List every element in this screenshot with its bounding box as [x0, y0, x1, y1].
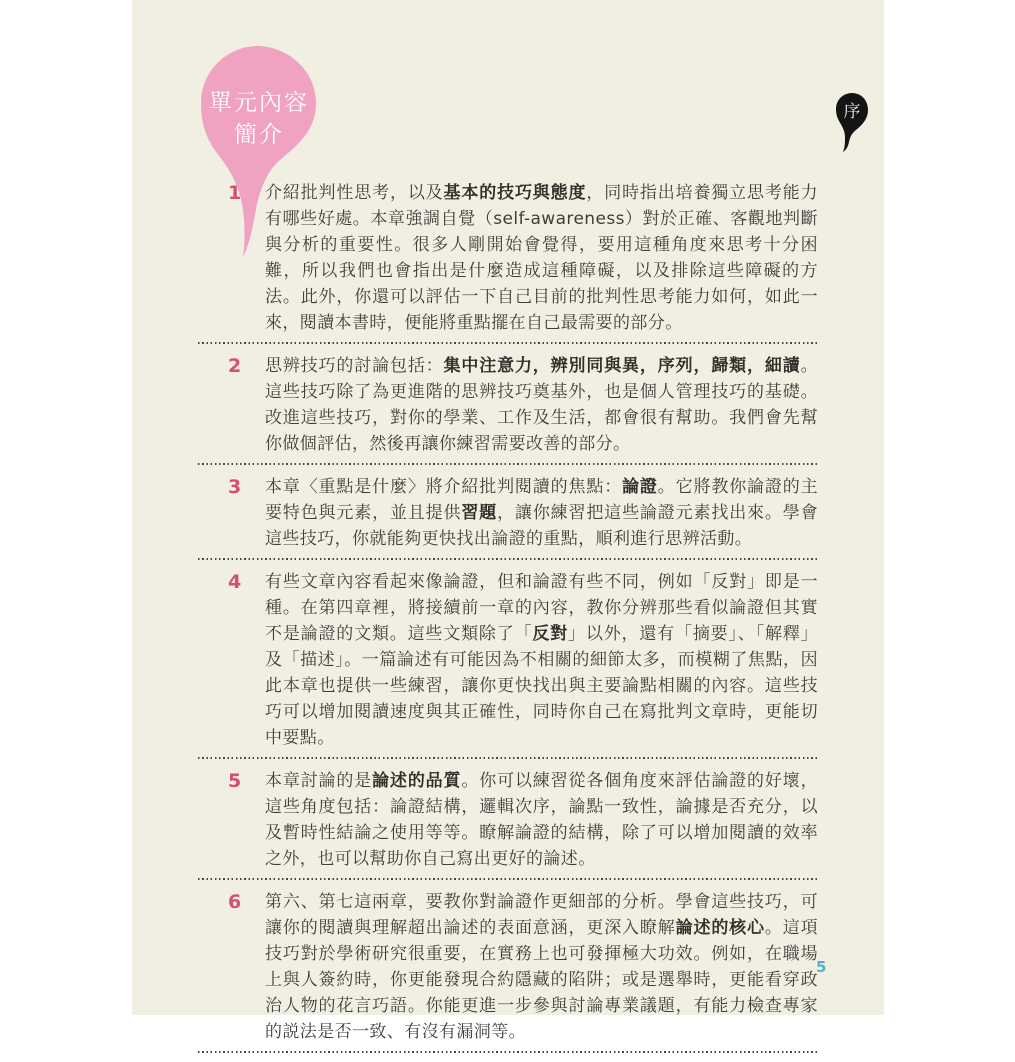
dotted-divider: [198, 558, 818, 560]
preface-mark: [834, 92, 870, 154]
sections-list: [198, 180, 818, 1062]
section-number: 4: [228, 571, 242, 593]
dotted-divider: [198, 463, 818, 465]
dotted-divider: [198, 878, 818, 880]
section-number: 3: [228, 476, 242, 498]
page-number: 5: [816, 958, 827, 976]
dotted-divider: [198, 1051, 818, 1053]
preface-label: 序: [843, 102, 861, 122]
section-text: 有些文章內容看起來像論證，但和論證有些不同，例如「反對」即是一種。在第四章裡，將接續前一章的內容，教你分辨那些看似論證但其實不是論證的文類。這些文類除了「反對」以外，還有「摘要」、「解釋」及「描述」。一篇論述有可能因為不相關的細節太多，而模糊了焦點，因此本章也提供一些練習，讓你更快找出與主要論點相關的內容。這些技巧可以增加閱讀速度與其正確性，同時你自己在寫批判文章時，更能切中要點。: [265, 572, 819, 748]
section-item: [198, 889, 818, 1045]
section-text: 本章討論的是論述的品質。你可以練習從各個角度來評估論證的好壞，這些角度包括：論證結構，邏輯次序，論點一致性，論據是否充分，以及暫時性結論之使用等等。瞭解論證的結構，除了可以增加閱讀的效率之外，也可以幫助你自己寫出更好的論述。: [265, 771, 818, 869]
ink-blob-icon: [834, 92, 870, 154]
section-number: 5: [228, 770, 242, 792]
section-text: 思辨技巧的討論包括：集中注意力，辨別同與異，序列，歸類，細讀。這些技巧除了為更進階的思辨技巧奠基外，也是個人管理技巧的基礎。改進這些技巧，對你的學業、工作及生活，都會很有幫助。我們會先幫你做個評估，然後再讓你練習需要改善的部分。: [265, 356, 818, 454]
section-text: 第六、第七這兩章，要教你對論證作更細部的分析。學會這些技巧，可讓你的閱讀與理解超出論述的表面意涵，更深入瞭解論述的核心。這項技巧對於學術研究很重要，在實務上也可發揮極大功效。例如，在職場上與人簽約時，你更能發現合約隱藏的陷阱；或是選舉時，更能看穿政治人物的花言巧語。你能更進一步參與討論專業議題，有能力檢查專家的説法是否一致、有沒有漏洞等。: [265, 892, 818, 1042]
balloon-title-line1: 單元內容: [209, 90, 309, 116]
dotted-divider: [198, 757, 818, 759]
book-page: [132, 0, 884, 1042]
section-number: 6: [228, 891, 242, 913]
section-item: [198, 180, 818, 336]
section-number: 2: [228, 355, 242, 377]
section-item: [198, 768, 818, 872]
section-item: [198, 569, 818, 751]
dotted-divider: [198, 342, 818, 344]
section-item: [198, 474, 818, 552]
section-text: 介紹批判性思考，以及基本的技巧與態度，同時指出培養獨立思考能力有哪些好處。本章強調自覺（self-awareness）對於正確、客觀地判斷與分析的重要性。很多人剛開始會覺得，要用這種角度來思考十分困難，所以我們也會指出是什麼造成這種障礙，以及排除這些障礙的方法。此外，你還可以評估一下自己目前的批判性思考能力如何，如此一來，閱讀本書時，便能將重點擺在自己最需要的部分。: [265, 183, 818, 333]
section-text: 本章〈重點是什麼〉將介紹批判閱讀的焦點：論證。它將教你論證的主要特色與元素，並且提供習題，讓你練習把這些論證元素找出來。學會這些技巧，你就能夠更快找出論證的重點，順利進行思辨活動。: [265, 477, 819, 549]
section-number: 1: [228, 182, 242, 204]
balloon-title-line2: 簡介: [234, 122, 284, 148]
section-item: [198, 353, 818, 457]
